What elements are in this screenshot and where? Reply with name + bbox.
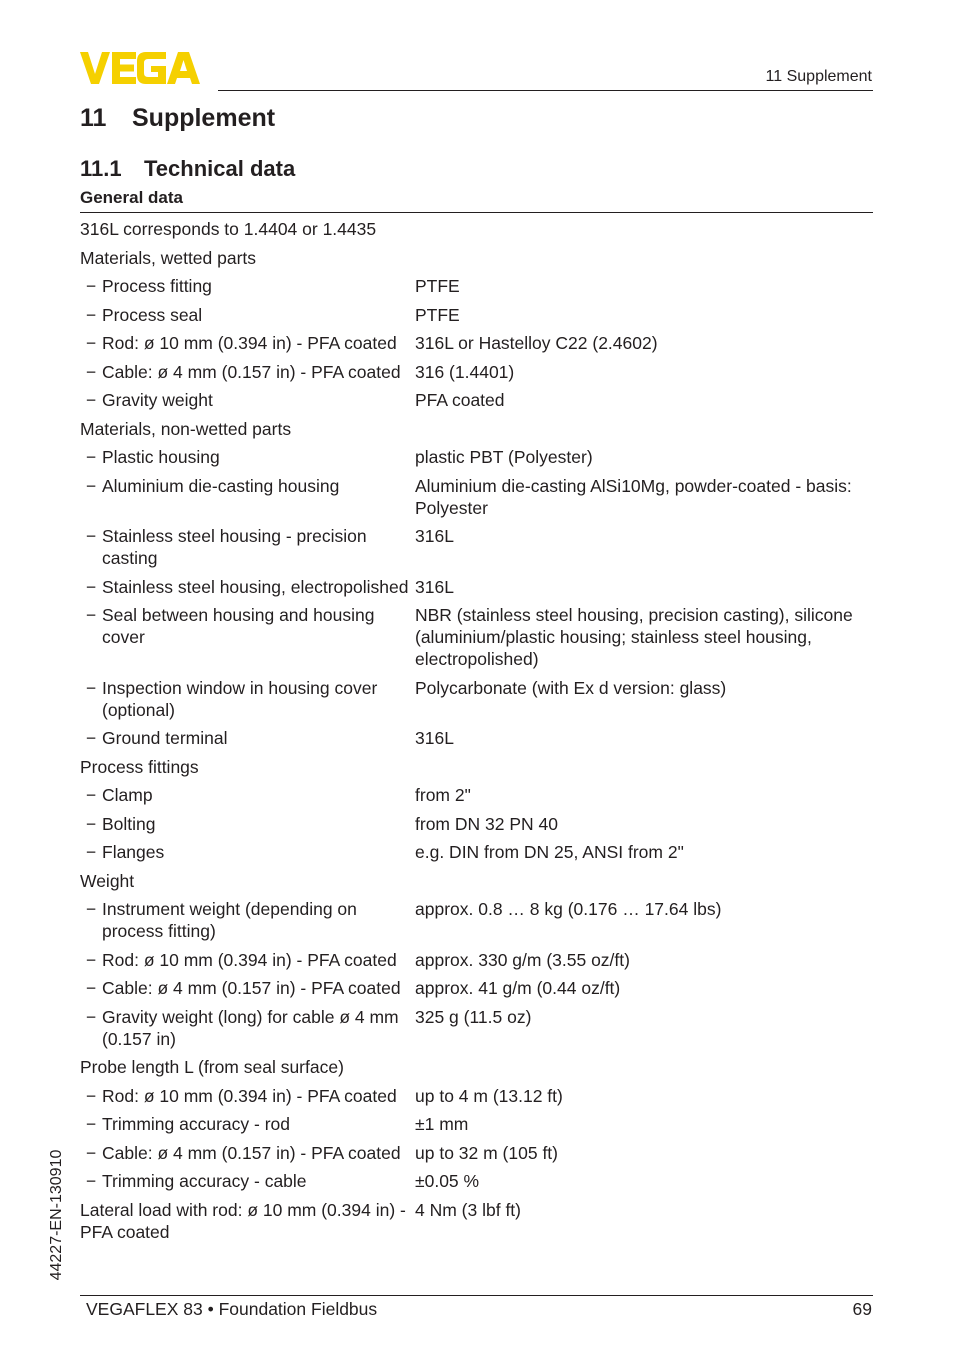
list-dash: − (85, 899, 97, 919)
list-dash: − (85, 677, 97, 698)
row-value: plastic PBT (Polyester) (415, 447, 593, 467)
list-dash: − (85, 390, 97, 410)
row-value: PFA coated (415, 390, 505, 410)
row-label-text: Trimming accuracy - rod (102, 1114, 290, 1134)
row-label (80, 604, 415, 670)
table-row (80, 780, 880, 809)
table-row (80, 673, 880, 724)
row-value: 4 Nm (3 lbf ft) (415, 1199, 521, 1220)
row-label-text: Rod: ø 10 mm (0.394 in) - PFA coated (102, 1085, 397, 1106)
section-heading (80, 156, 295, 182)
list-dash: − (85, 526, 97, 546)
row-value: PTFE (415, 304, 460, 325)
row-value: 325 g (11.5 oz) (415, 1006, 532, 1027)
row-label (80, 1170, 415, 1192)
table-row (80, 1166, 880, 1195)
row-value: Polycarbonate (with Ex d version: glass) (415, 677, 727, 698)
row-label (80, 475, 415, 519)
row-label-text: Cable: ø 4 mm (0.157 in) - PFA coated (102, 978, 401, 998)
subsection-heading: General data (80, 188, 183, 207)
document-code-text: 44227-EN-130910 (48, 1149, 65, 1281)
list-dash: − (85, 1006, 97, 1027)
list-dash: − (85, 1142, 97, 1163)
row-value: from DN 32 PN 40 (415, 813, 558, 834)
row-label-text: Process fitting (102, 276, 212, 296)
table-row (80, 1138, 880, 1167)
table-row (80, 866, 880, 895)
row-value: approx. 0.8 … 8 kg (0.176 … 17.64 lbs) (415, 899, 722, 919)
list-dash: − (85, 576, 97, 597)
table-row (80, 894, 880, 945)
document-code (42, 1140, 72, 1290)
row-label-text: Aluminium die-casting housing (102, 475, 340, 496)
table-row (80, 1109, 880, 1138)
table-row (80, 521, 880, 572)
row-value: PTFE (415, 276, 460, 296)
page-number: 69 (852, 1299, 872, 1319)
chapter-number: 11 (80, 104, 107, 132)
row-label-text: Rod: ø 10 mm (0.394 in) - PFA coated (102, 333, 397, 353)
table-row (80, 600, 880, 673)
table-row (80, 328, 880, 357)
row-label-text: Plastic housing (102, 447, 220, 467)
row-label (80, 1113, 415, 1135)
list-dash: − (85, 1085, 97, 1106)
table-row (80, 385, 880, 414)
row-label-text: Cable: ø 4 mm (0.157 in) - PFA coated (102, 361, 401, 382)
row-label: Process fittings (80, 756, 199, 777)
row-value: NBR (stainless steel housing, precision casting), silicone (aluminium/plastic housing; stainless steel housing, electropolished) (415, 605, 853, 669)
row-label (80, 389, 415, 411)
table-row (80, 300, 880, 329)
table-row (80, 214, 880, 243)
table-row (80, 837, 880, 866)
row-label (80, 841, 415, 863)
list-dash: − (85, 475, 97, 496)
row-label (80, 1006, 415, 1050)
footer-rule (80, 1295, 873, 1296)
running-header: 11 Supplement (765, 68, 872, 85)
row-label (80, 361, 415, 383)
row-label: Materials, non-wetted parts (80, 418, 292, 439)
row-label (80, 1085, 415, 1107)
table-row (80, 973, 880, 1002)
list-dash: − (85, 728, 97, 748)
technical-data-table (80, 214, 880, 1245)
table-row (80, 414, 880, 443)
table-row (80, 572, 880, 601)
row-label-text: Stainless steel housing, electropolished (102, 576, 409, 597)
table-row (80, 752, 880, 781)
list-dash: − (85, 304, 97, 325)
row-value: from 2" (415, 785, 471, 805)
row-label (80, 677, 415, 721)
row-label (80, 784, 415, 806)
row-label-text: Flanges (102, 842, 165, 862)
row-label (80, 949, 415, 971)
list-dash: − (85, 605, 97, 625)
row-value: approx. 330 g/m (3.55 oz/ft) (415, 949, 630, 970)
table-row (80, 471, 880, 522)
footer-product: VEGAFLEX 83 • Foundation Fieldbus (86, 1299, 378, 1319)
list-dash: − (85, 978, 97, 998)
table-row (80, 243, 880, 272)
row-label (80, 275, 415, 297)
row-value: approx. 41 g/m (0.44 oz/ft) (415, 978, 621, 998)
row-label: 316L corresponds to 1.4404 or 1.4435 (80, 219, 377, 239)
row-value: ±1 mm (415, 1114, 469, 1134)
row-label: Weight (80, 870, 135, 891)
chapter-heading (80, 104, 275, 133)
row-label (80, 304, 415, 326)
row-label (80, 1142, 415, 1164)
list-dash: − (85, 333, 97, 353)
row-label: Lateral load with rod: ø 10 mm (0.394 in) - PFA coated (80, 1199, 406, 1242)
table-row (80, 723, 880, 752)
row-value: 316 (1.4401) (415, 361, 515, 382)
table-row (80, 1002, 880, 1053)
row-value: 316L or Hastelloy C22 (2.4602) (415, 333, 658, 353)
table-row (80, 271, 880, 300)
row-value: Aluminium die-casting AlSi10Mg, powder-coated - basis: Polyester (415, 475, 852, 518)
row-label (80, 898, 415, 942)
row-label-text: Cable: ø 4 mm (0.157 in) - PFA coated (102, 1142, 401, 1163)
row-label-text: Rod: ø 10 mm (0.394 in) - PFA coated (102, 949, 397, 970)
table-row (80, 809, 880, 838)
table-row (80, 442, 880, 471)
section-title: Technical data (144, 156, 296, 181)
section-number: 11.1 (80, 156, 122, 181)
row-label (80, 576, 415, 598)
row-label (80, 525, 415, 569)
list-dash: − (85, 447, 97, 467)
row-label-text: Seal between housing and housing cover (102, 605, 375, 647)
list-dash: − (85, 361, 97, 382)
row-value: e.g. DIN from DN 25, ANSI from 2" (415, 842, 684, 862)
row-value: 316L (415, 728, 454, 748)
row-label (80, 446, 415, 468)
vega-logo (80, 52, 212, 84)
table-row (80, 1052, 880, 1081)
chapter-title: Supplement (132, 104, 276, 132)
list-dash: − (85, 276, 97, 296)
row-label-text: Trimming accuracy - cable (102, 1171, 307, 1191)
header-rule (218, 90, 873, 91)
row-value: 316L (415, 576, 454, 597)
row-label (80, 977, 415, 999)
section-rule (80, 212, 873, 213)
list-dash: − (85, 1114, 97, 1134)
table-row (80, 945, 880, 974)
row-value: ±0.05 % (415, 1171, 480, 1191)
row-label-text: Gravity weight (long) for cable ø 4 mm (0.157 in) (102, 1006, 399, 1049)
row-value: up to 4 m (13.12 ft) (415, 1085, 563, 1106)
row-label-text: Instrument weight (depending on process fitting) (102, 899, 357, 941)
table-row (80, 1195, 880, 1246)
row-label-text: Clamp (102, 785, 153, 805)
row-label-text: Bolting (102, 813, 156, 834)
row-label (80, 727, 415, 749)
table-row (80, 357, 880, 386)
list-dash: − (85, 813, 97, 834)
row-label-text: Process seal (102, 304, 203, 325)
row-label-text: Ground terminal (102, 728, 228, 748)
list-dash: − (85, 1171, 97, 1191)
row-value: up to 32 m (105 ft) (415, 1142, 558, 1163)
list-dash: − (85, 949, 97, 970)
list-dash: − (85, 785, 97, 805)
table-row (80, 1081, 880, 1110)
row-value: 316L (415, 526, 454, 546)
row-label: Materials, wetted parts (80, 247, 257, 268)
row-label-text: Stainless steel housing - precision casting (102, 526, 367, 568)
list-dash: − (85, 842, 97, 862)
row-label (80, 332, 415, 354)
row-label: Probe length L (from seal surface) (80, 1057, 344, 1077)
row-label-text: Inspection window in housing cover (optional) (102, 677, 378, 720)
row-label-text: Gravity weight (102, 390, 213, 410)
row-label (80, 813, 415, 835)
